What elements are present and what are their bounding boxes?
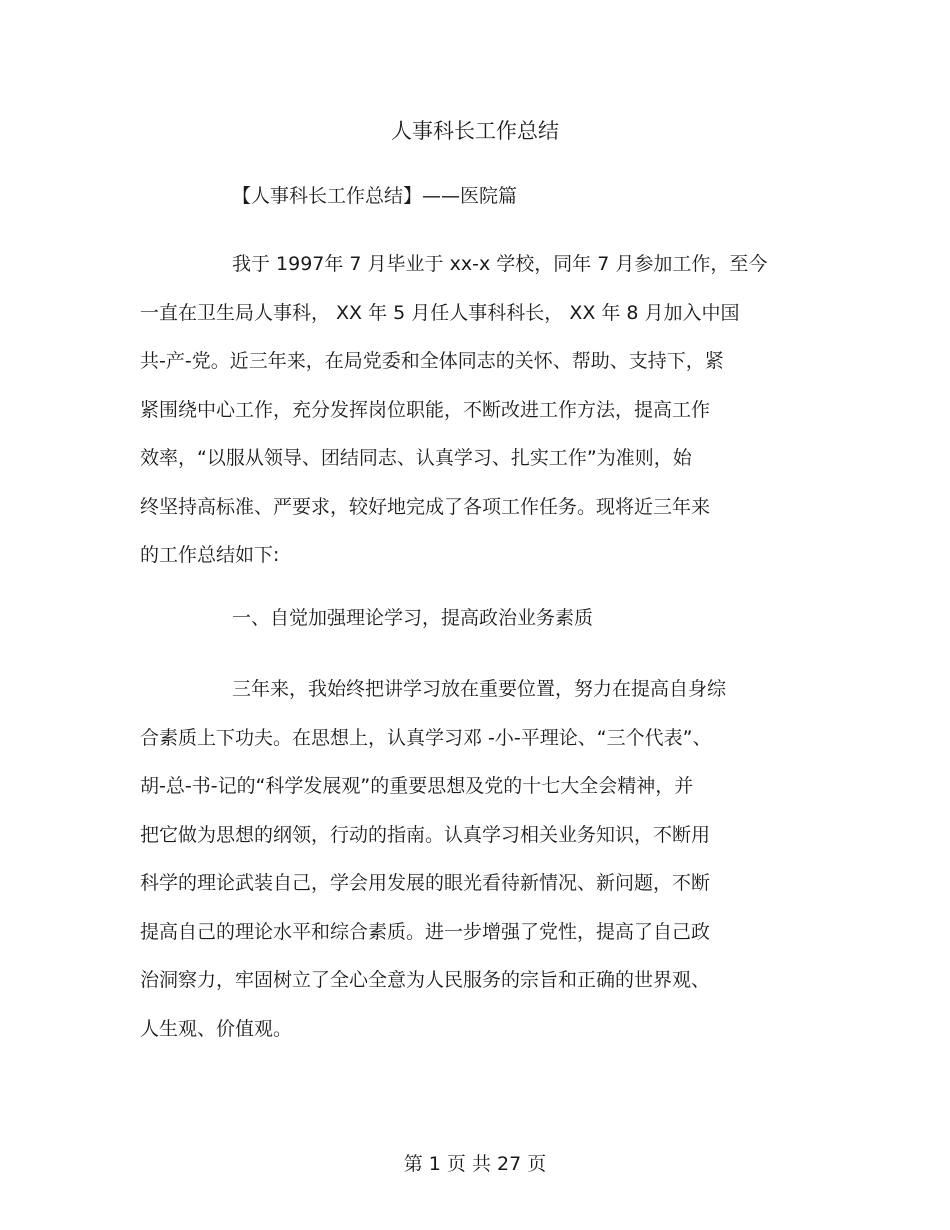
paragraph-line: 胡-总-书-记的“科学发展观”的重要思想及党的十七大全会精神，并 xyxy=(140,775,694,797)
paragraph-line: 治洞察力，牢固树立了全心全意为人民服务的宗旨和正确的世界观、 xyxy=(140,969,711,991)
page-number-footer: 第 1 页 共 27 页 xyxy=(403,1153,547,1175)
paragraph-line: 把它做为思想的纲领，行动的指南。认真学习相关业务知识，不断用 xyxy=(140,823,711,846)
paragraph-line: 我于 1997年 7 月毕业于 xx-x 学校，同年 7 月参加工作，至今 xyxy=(232,253,768,275)
paragraph-study xyxy=(140,665,810,1053)
paragraph-line: 三年来，我始终把讲学习放在重要位置，努力在提高自身综 xyxy=(232,678,727,700)
paragraph-line: 合素质上下功夫。在思想上，认真学习邓 -小-平理论、“三个代表”、 xyxy=(140,726,712,749)
paragraph-line: 的工作总结如下: xyxy=(140,544,280,566)
paragraph-line: 紧围绕中心工作，充分发挥岗位职能，不断改进工作方法，提高工作 xyxy=(140,398,711,421)
section-heading-1: 一、自觉加强理论学习，提高政治业务素质 xyxy=(232,607,594,629)
paragraph-line: 共-产-党。近三年来，在局党委和全体同志的关怀、帮助、支持下，紧 xyxy=(140,350,724,372)
paragraph-line: 人生观、价值观。 xyxy=(140,1017,293,1040)
paragraph-line: 一直在卫生局人事科， XX 年 5 月任人事科科长， XX 年 8 月加入中国 xyxy=(140,301,740,324)
paragraph-line: 提高自己的理论水平和综合素质。进一步增强了党性，提高了自己政 xyxy=(140,920,711,943)
document-title: 人事科长工作总结 xyxy=(391,119,559,143)
paragraph-intro xyxy=(140,240,810,580)
document-subtitle: 【人事科长工作总结】——医院篇 xyxy=(232,185,518,207)
paragraph-line: 科学的理论武装自己，学会用发展的眼光看待新情况、新问题，不断 xyxy=(140,872,711,894)
paragraph-line: 终坚持高标准、严要求，较好地完成了各项工作任务。现将近三年来 xyxy=(140,495,711,518)
paragraph-line: 效率，“以服从领导、团结同志、认真学习、扎实工作”为准则，始 xyxy=(140,447,692,469)
